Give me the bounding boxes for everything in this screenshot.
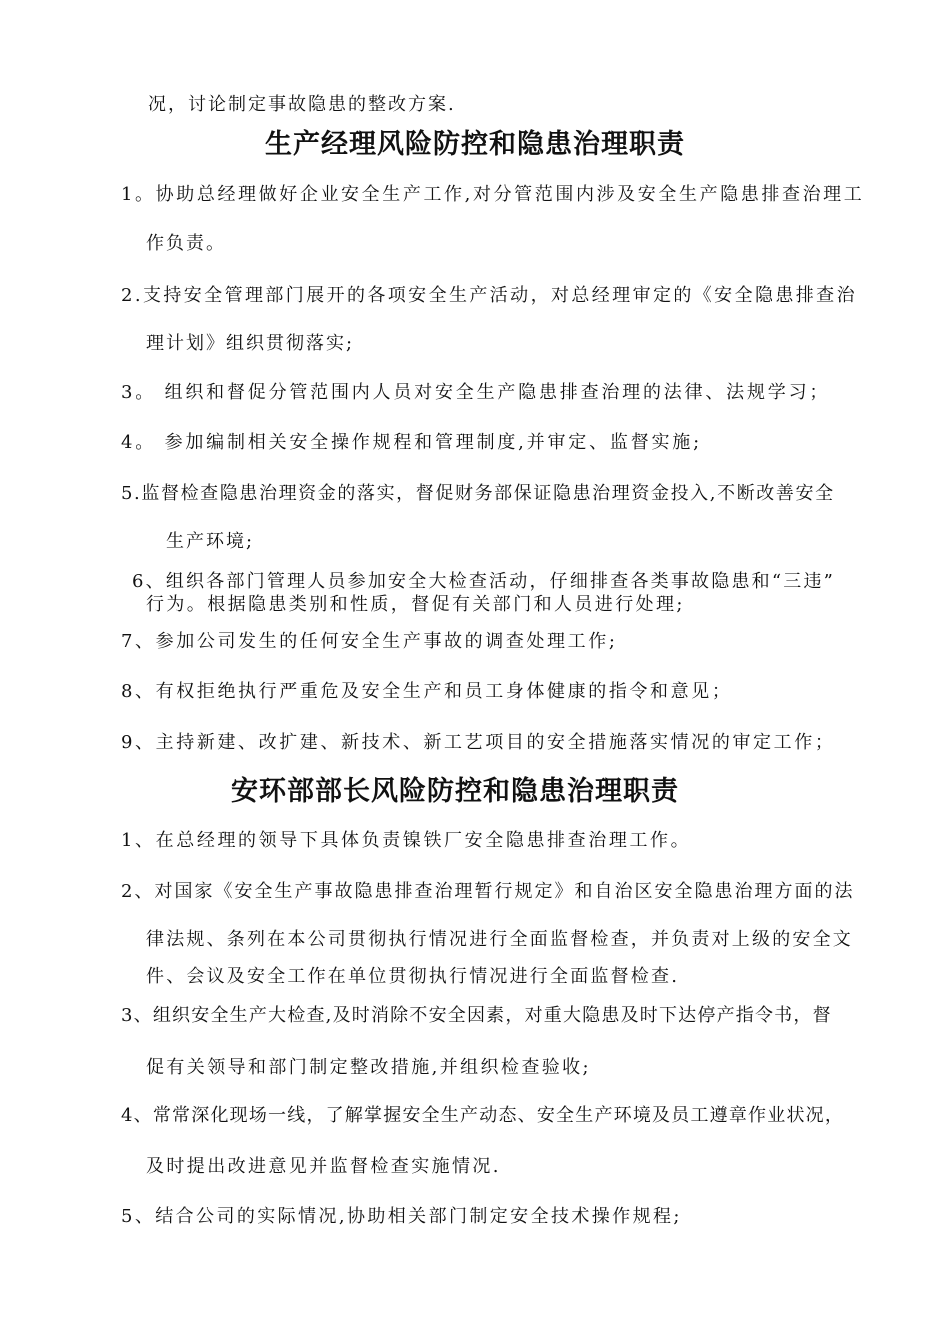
- paragraph-line: 8、有权拒绝执行严重危及安全生产和员工身体健康的指令和意见；: [121, 681, 733, 702]
- intro-line: 况，讨论制定事故隐患的整改方案.: [148, 94, 456, 115]
- paragraph-line: 作负责。: [146, 233, 226, 254]
- paragraph-line: 1、在总经理的领导下具体负责镍铁厂安全隐患排查治理工作。: [121, 830, 692, 851]
- section-title-production-manager: 生产经理风险防控和隐患治理职责: [265, 129, 685, 160]
- paragraph-line: 促有关领导和部门制定整改措施,并组织检查验收;: [146, 1057, 591, 1078]
- paragraph-line: 件、会议及安全工作在单位贯彻执行情况进行全面监督检查.: [146, 966, 680, 987]
- paragraph-line: 5.监督检查隐患治理资金的落实，督促财务部保证隐患治理资金投入,不断改善安全: [121, 483, 835, 504]
- paragraph-line: 3。 组织和督促分管范围内人员对安全生产隐患排查治理的法律、法规学习；: [121, 382, 831, 403]
- paragraph-line: 4。 参加编制相关安全操作规程和管理制度,并审定、监督实施;: [121, 432, 702, 453]
- paragraph-line: 行为。根据隐患类别和性质，督促有关部门和人员进行处理;: [146, 594, 685, 615]
- paragraph-line: 2、对国家《安全生产事故隐患排查治理暂行规定》和自治区安全隐患治理方面的法: [121, 881, 855, 902]
- paragraph-line: 1。协助总经理做好企业安全生产工作,对分管范围内涉及安全生产隐患排查治理工: [121, 184, 865, 205]
- paragraph-line: 生产环境;: [166, 531, 255, 552]
- section-title-safety-dept-head: 安环部部长风险防控和隐患治理职责: [231, 776, 679, 807]
- paragraph-line: 理计划》组织贯彻落实;: [146, 333, 355, 354]
- paragraph-line: 律法规、条列在本公司贯彻执行情况进行全面监督检查，并负责对上级的安全文: [146, 929, 853, 950]
- paragraph-line: 9、主持新建、改扩建、新技术、新工艺项目的安全措施落实情况的审定工作；: [121, 732, 836, 753]
- paragraph-line: 3、组织安全生产大检查,及时消除不安全因素，对重大隐患及时下达停产指令书，督: [121, 1005, 832, 1026]
- paragraph-line: 5、结合公司的实际情况,协助相关部门制定安全技术操作规程;: [121, 1206, 682, 1227]
- paragraph-line: 4、常常深化现场一线，了解掌握安全生产动态、安全生产环境及员工遵章作业状况，: [121, 1105, 845, 1126]
- paragraph-line: 及时提出改进意见并监督检查实施情况.: [146, 1156, 501, 1177]
- paragraph-line: 7、参加公司发生的任何安全生产事故的调查处理工作;: [121, 631, 618, 652]
- paragraph-line: 6、组织各部门管理人员参加安全大检查活动，仔细排查各类事故隐患和“三违”: [132, 571, 836, 592]
- paragraph-line: 2.支持安全管理部门展开的各项安全生产活动，对总经理审定的《安全隐患排查治: [121, 285, 857, 306]
